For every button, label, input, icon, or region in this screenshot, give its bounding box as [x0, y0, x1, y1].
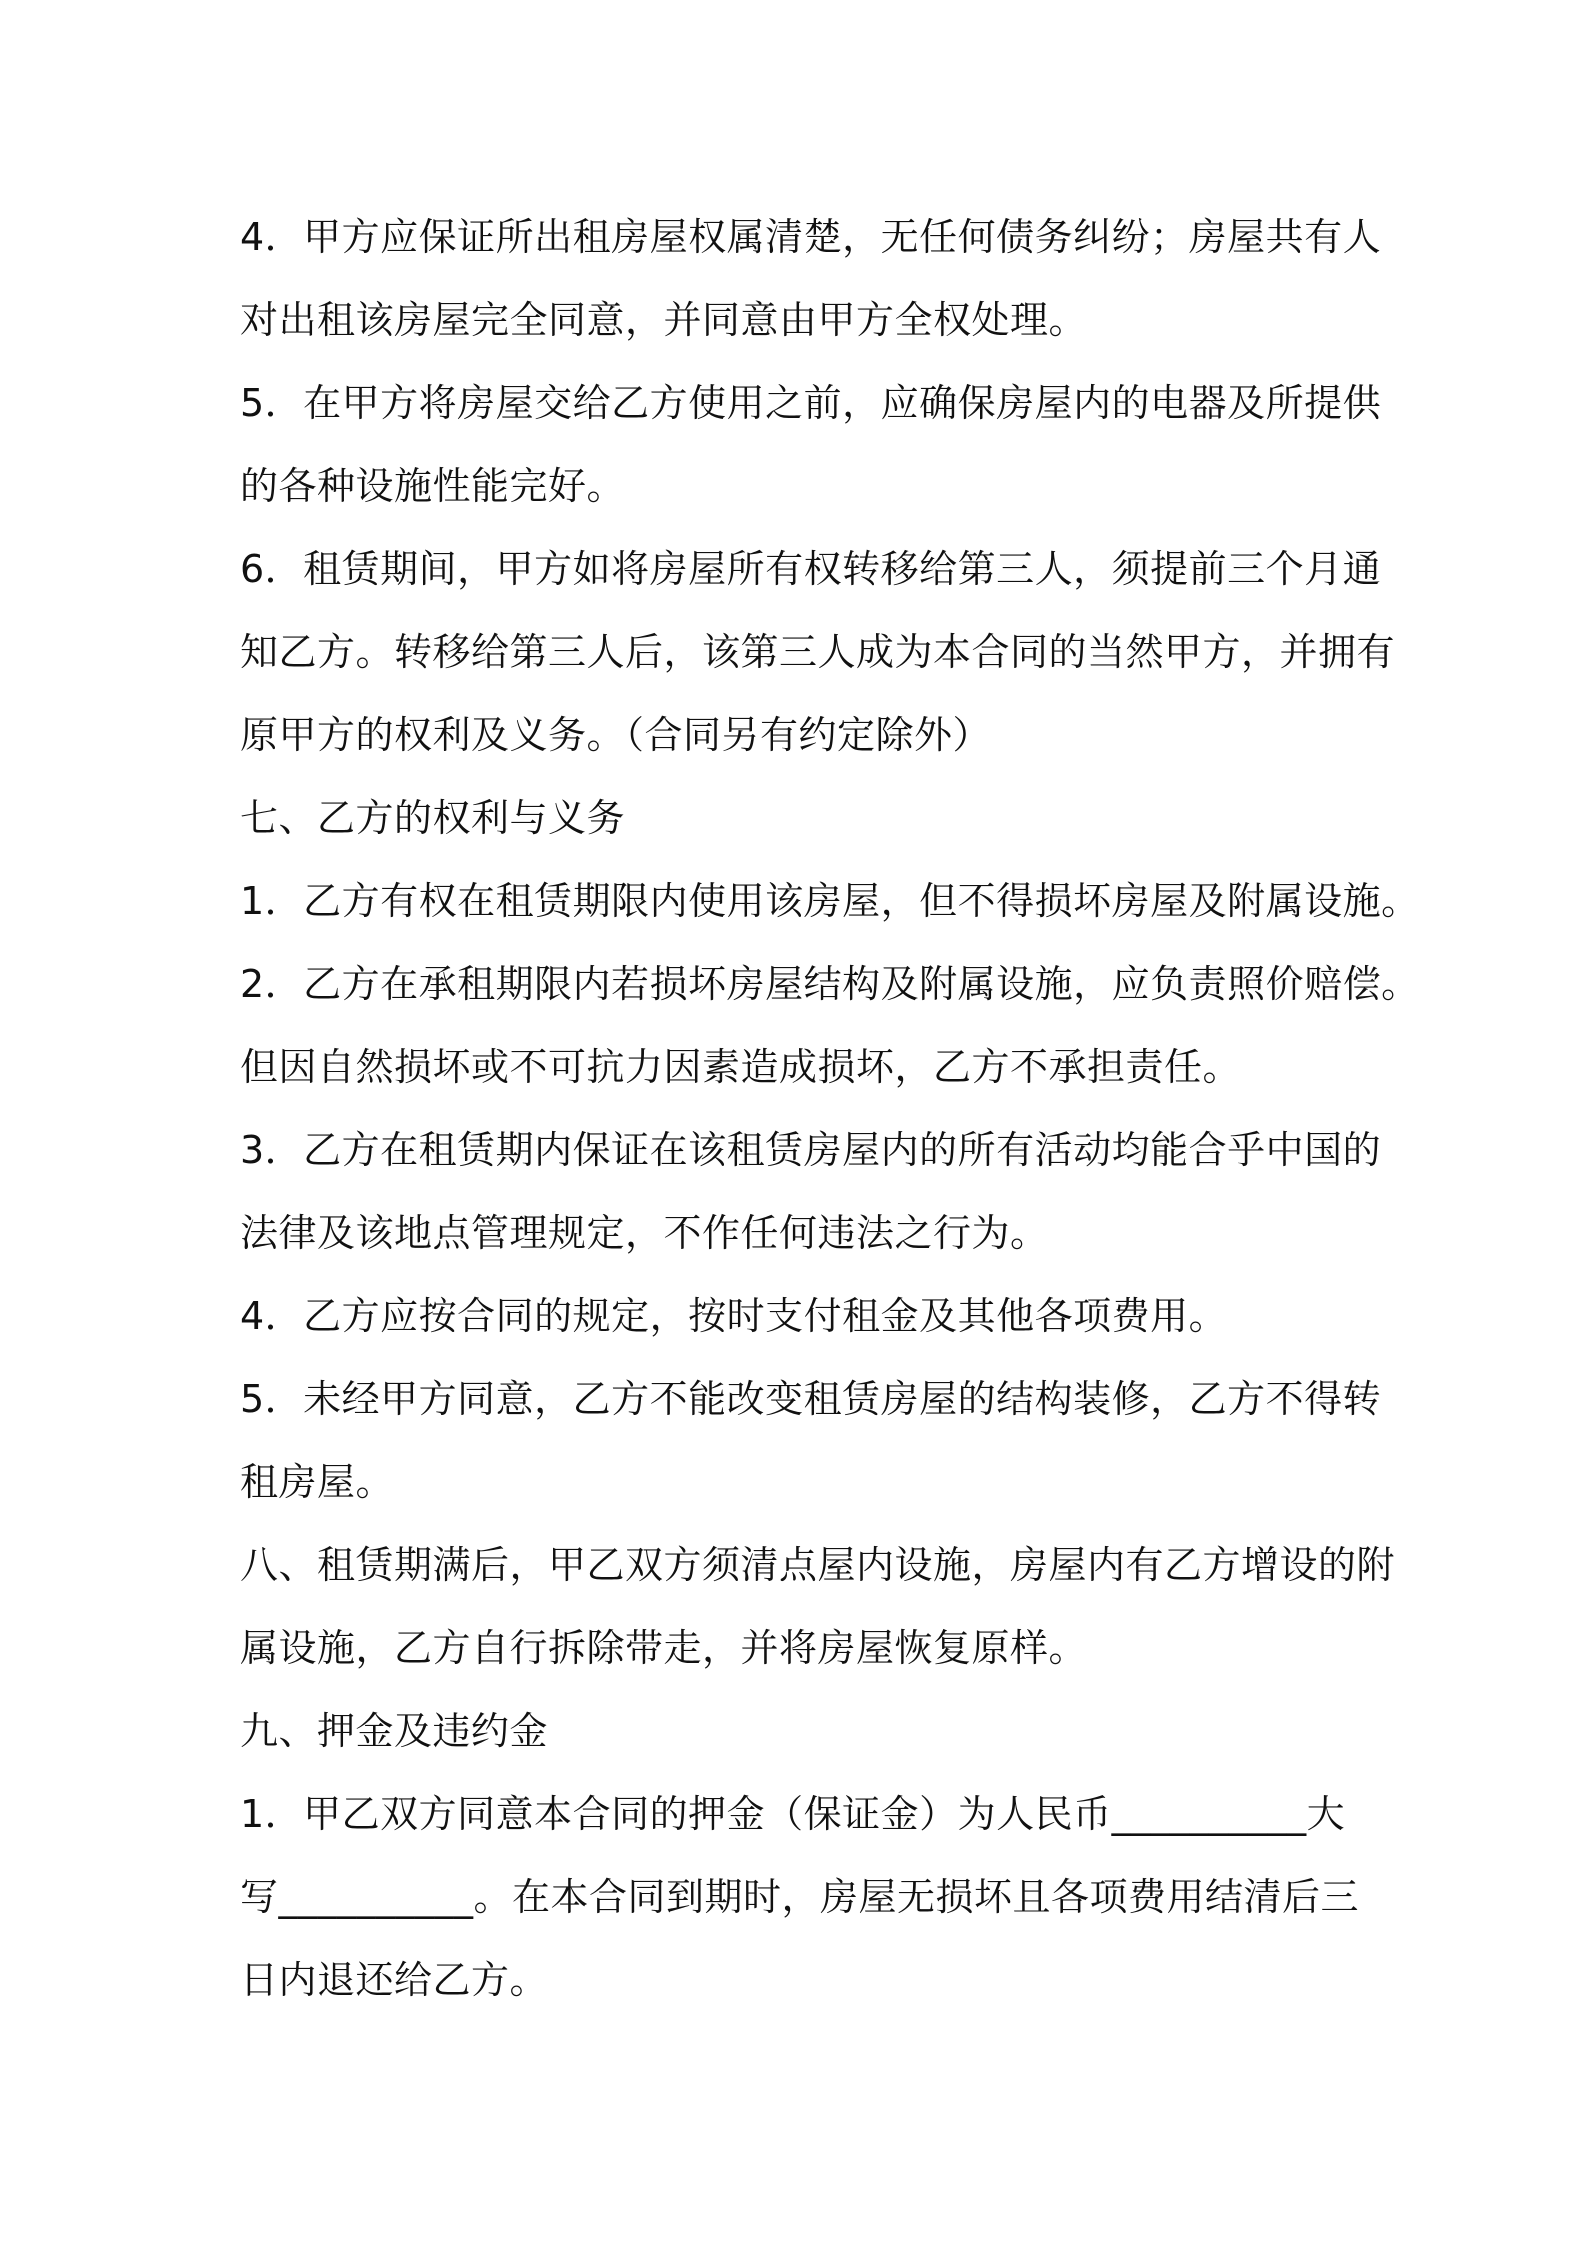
text-line: 但因自然损坏或不可抗力因素造成损坏，乙方不承担责任。: [240, 1045, 1242, 1089]
text-line: 的各种设施性能完好。: [240, 464, 626, 508]
section-heading: 八、租赁期满后，甲乙双方须清点屋内设施，房屋内有乙方增设的附: [240, 1543, 1396, 1587]
text-line: 属设施，乙方自行拆除带走，并将房屋恢复原样。: [240, 1626, 1088, 1670]
text-line: 5．在甲方将房屋交给乙方使用之前，应确保房屋内的电器及所提供: [240, 381, 1382, 425]
text-line: 2．乙方在承租期限内若损坏房屋结构及附属设施，应负责照价赔偿。: [240, 962, 1420, 1006]
section-heading: 七、乙方的权利与义务: [240, 796, 626, 840]
text-line: 1．乙方有权在租赁期限内使用该房屋，但不得损坏房屋及附属设施。: [240, 879, 1420, 923]
text-line: 3．乙方在租赁期内保证在该租赁房屋内的所有活动均能合乎中国的: [240, 1128, 1382, 1172]
section-heading: 九、押金及违约金: [240, 1709, 549, 1753]
text-line: 租房屋。: [240, 1460, 395, 1504]
text-line: 1．甲乙双方同意本合同的押金（保证金）为人民币__________大: [240, 1792, 1346, 1836]
text-line: 4．甲方应保证所出租房屋权属清楚，无任何债务纠纷；房屋共有人: [240, 215, 1382, 259]
text-line: 6．租赁期间，甲方如将房屋所有权转移给第三人，须提前三个月通: [240, 547, 1382, 591]
text-line: 4．乙方应按合同的规定，按时支付租金及其他各项费用。: [240, 1294, 1228, 1338]
text-line: 对出租该房屋完全同意，并同意由甲方全权处理。: [240, 298, 1088, 342]
text-line: 原甲方的权利及义务。（合同另有约定除外）: [240, 713, 992, 757]
document-body: [240, 196, 1420, 2022]
text-line: 5．未经甲方同意，乙方不能改变租赁房屋的结构装修，乙方不得转: [240, 1377, 1382, 1421]
text-line: 知乙方。转移给第三人后，该第三人成为本合同的当然甲方，并拥有: [240, 630, 1396, 674]
text-line: 写__________。在本合同到期时，房屋无损坏且各项费用结清后三: [240, 1875, 1360, 1919]
text-line: 日内退还给乙方。: [240, 1958, 549, 2002]
text-line: 法律及该地点管理规定，不作任何违法之行为。: [240, 1211, 1049, 1255]
